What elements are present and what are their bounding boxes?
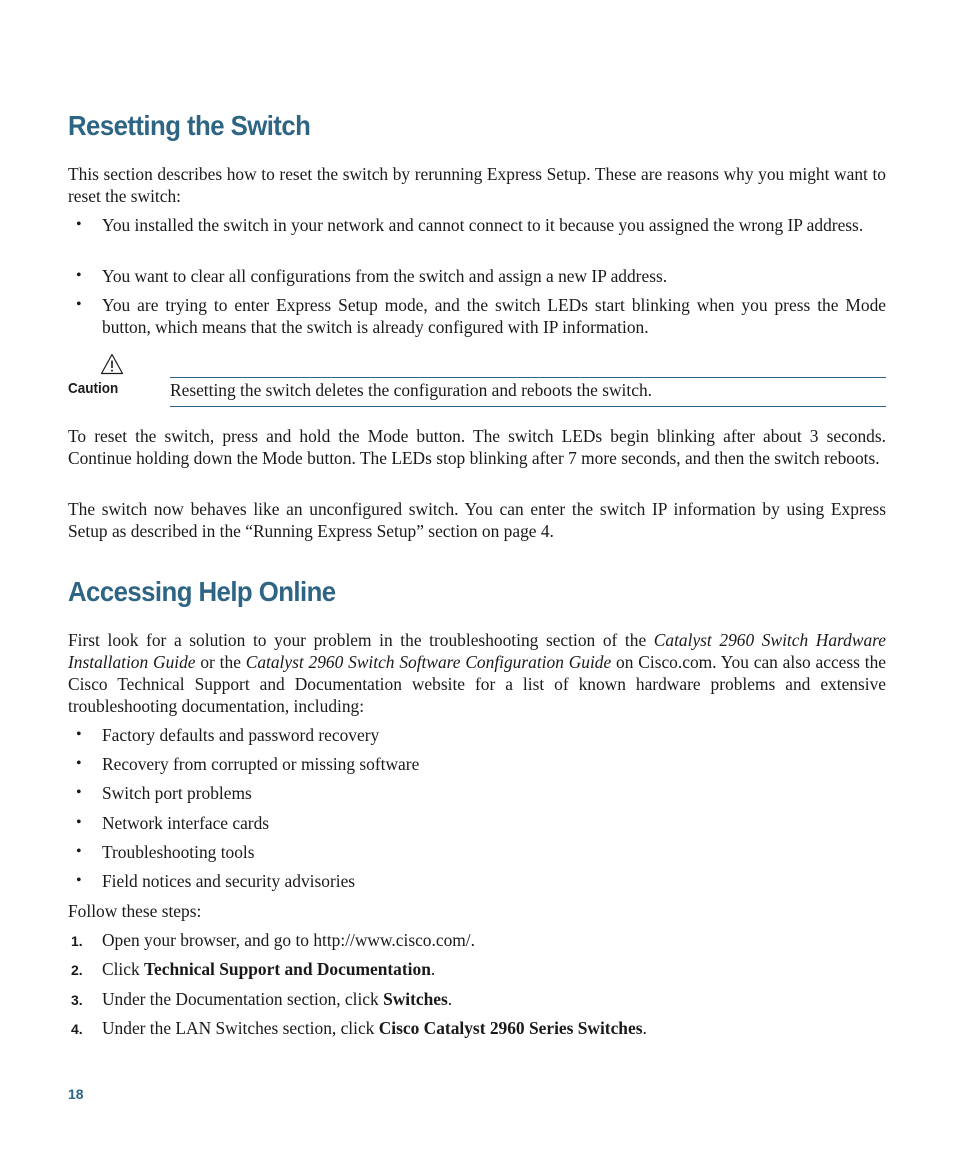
follow-steps-label: Follow these steps:: [68, 901, 202, 921]
caution-top-rule: [170, 377, 886, 378]
reset-instructions: To reset the switch, press and hold the Mode button. The switch LEDs begin blinking after about 3 seconds. Continue holding down the Mode button. The LEDs stop blinking after 7 more seconds, and then the switch reboots.: [68, 426, 886, 468]
caution-bottom-rule: [170, 406, 886, 407]
section-title-help: Accessing Help Online: [68, 576, 336, 607]
help-intro: First look for a solution to your problem in the troubleshooting section of the Catalyst 2960 Switch Hardware Installation Guide or the Catalyst 2960 Switch Software Configuration Guide on Cisco.com. You can also access the Cisco Technical Support and Documentation website for a list of known hardware problems and extensive troubleshooting documentation, including:: [68, 630, 886, 716]
page-number: 18: [68, 1086, 84, 1102]
software-guide-title: Catalyst 2960 Switch Software Configuration Guide: [245, 652, 612, 672]
caution-text: Resetting the switch deletes the configuration and reboots the switch.: [170, 380, 652, 400]
warning-triangle-icon: [100, 353, 124, 375]
caution-label: Caution: [68, 380, 119, 397]
unconfigured-note: The switch now behaves like an unconfigured switch. You can enter the switch IP information by using Express Setup as described in the “Running Express Setup” section on page 4.: [68, 499, 886, 541]
hardware-guide-title: Catalyst 2960 Switch Hardware Installation Guide: [68, 630, 886, 672]
resetting-intro: This section describes how to reset the switch by rerunning Express Setup. These are reasons why you might want to reset the switch:: [68, 164, 886, 206]
section-title-resetting: Resetting the Switch: [68, 110, 311, 141]
